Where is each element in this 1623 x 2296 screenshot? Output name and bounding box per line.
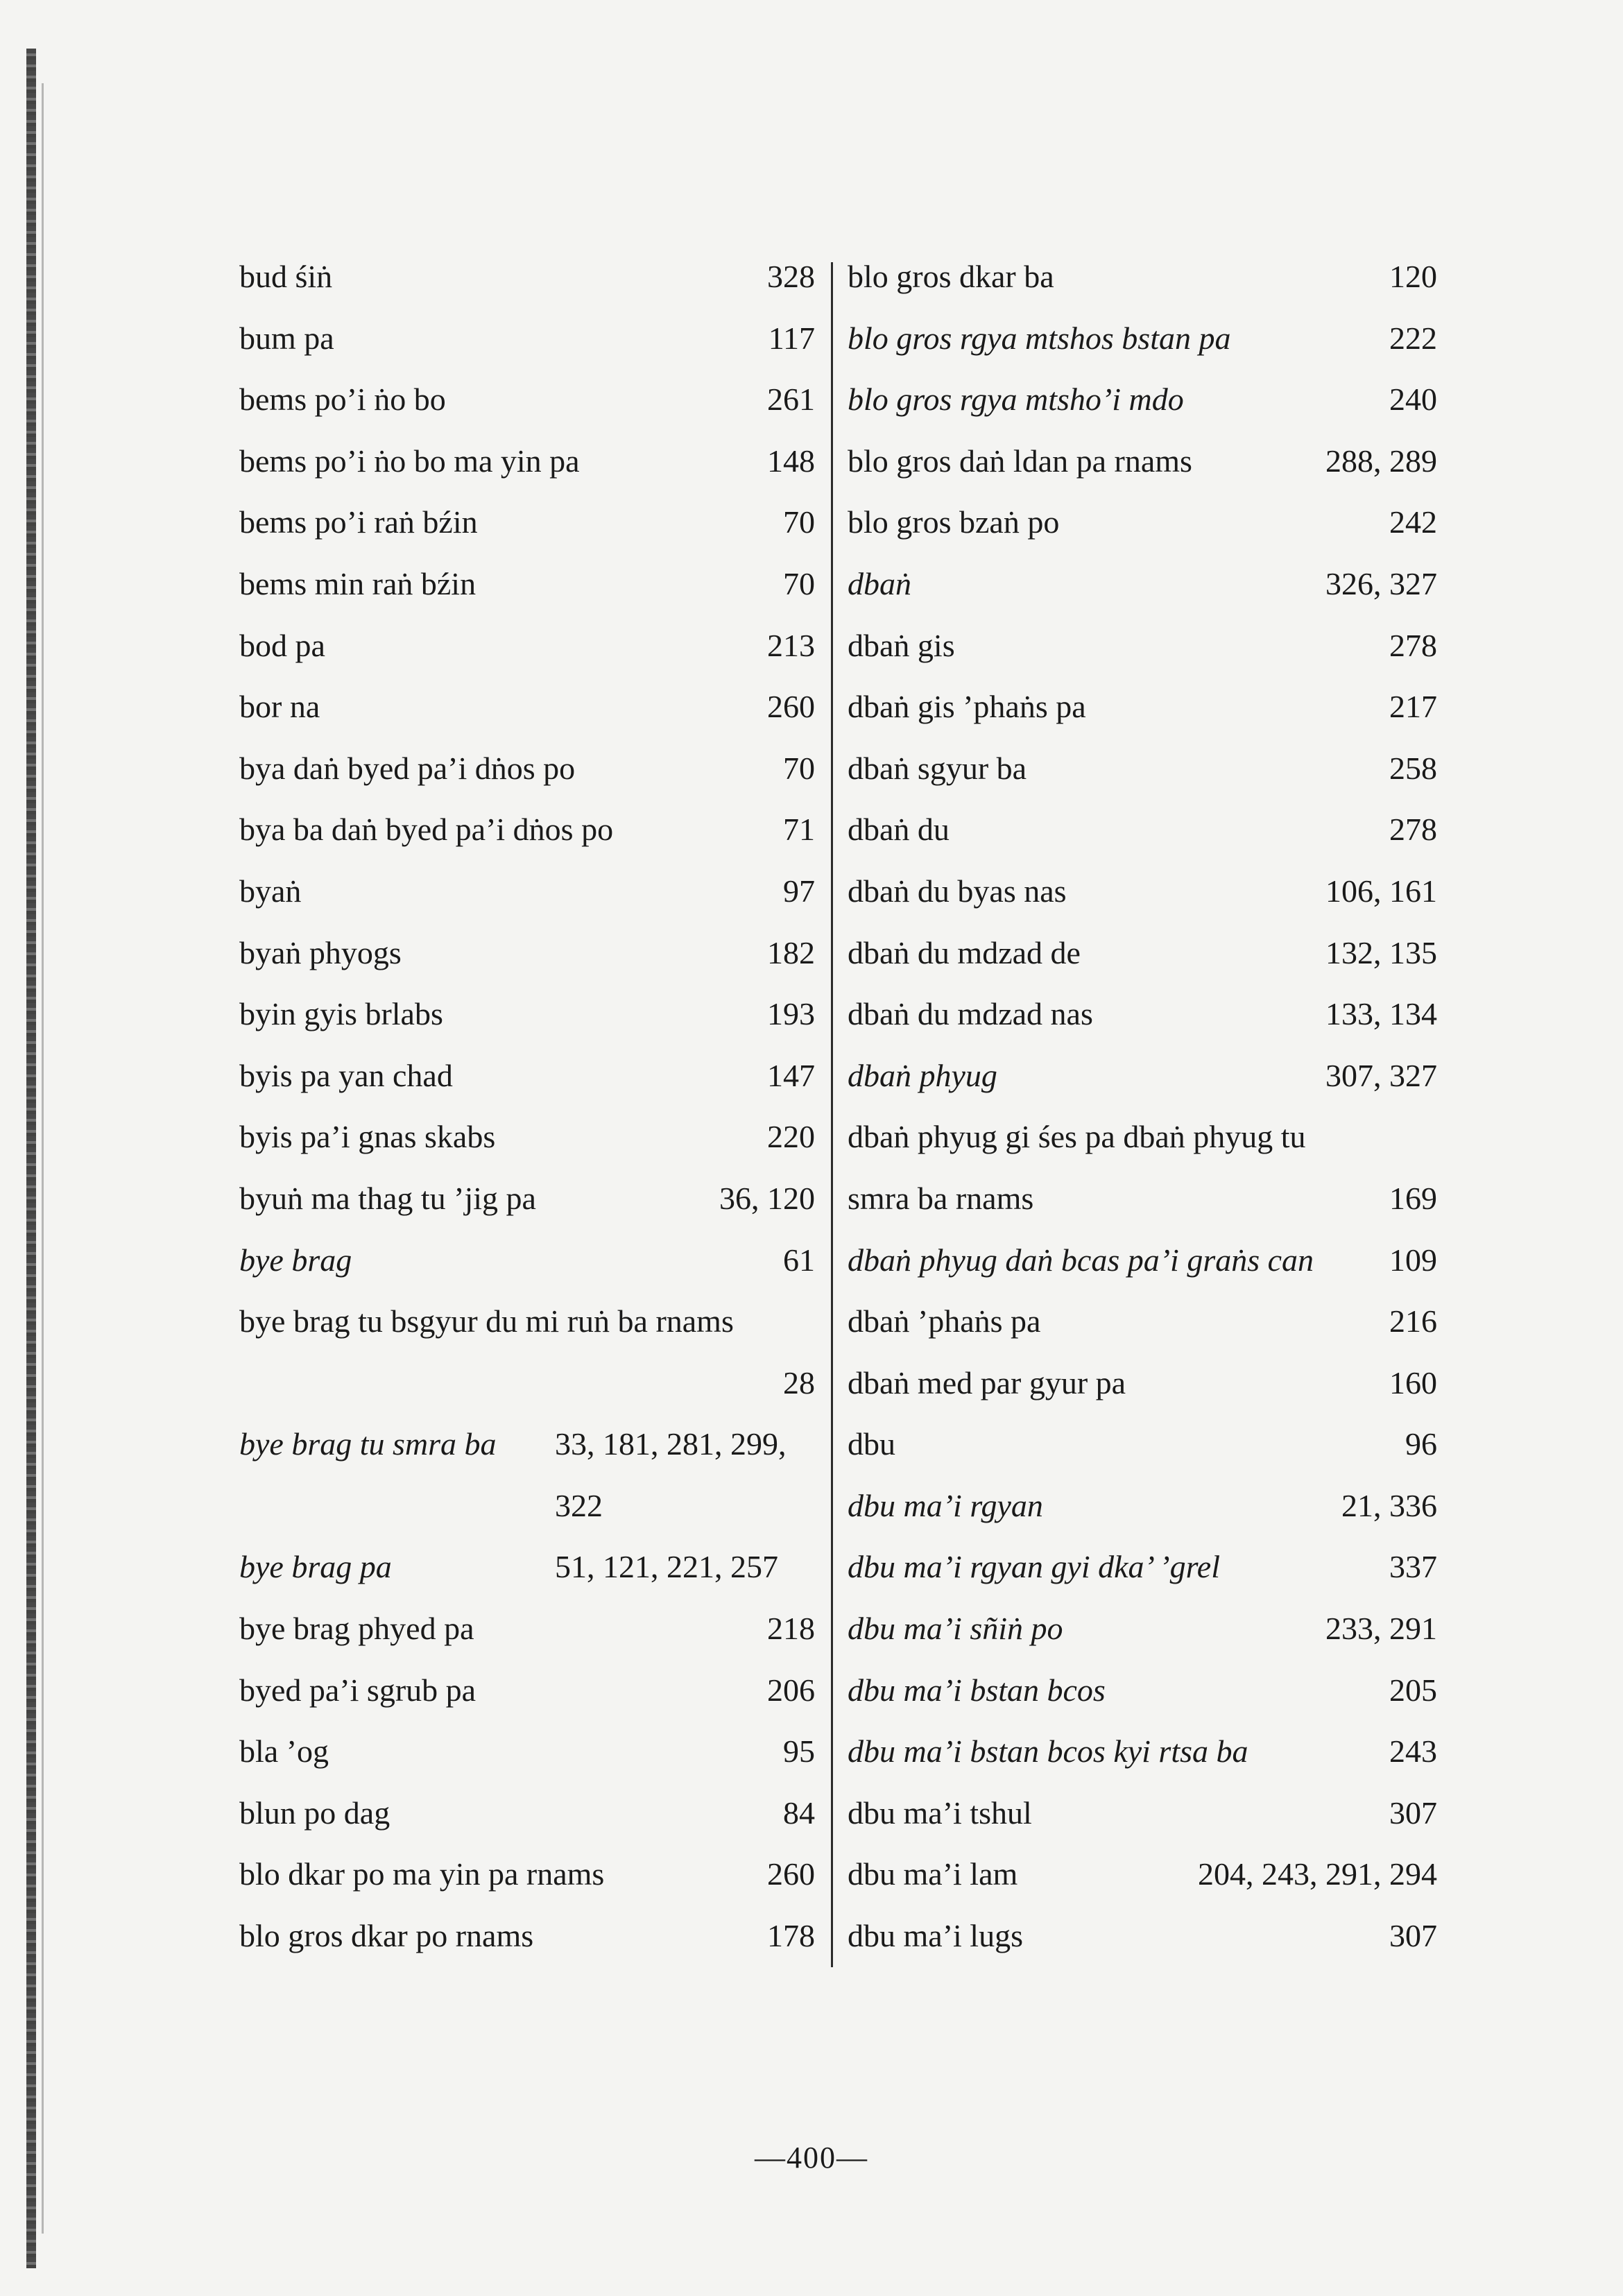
index-term: bems po’i ṅo bo — [239, 382, 446, 418]
index-term: bye brag tu bsgyur du mi ruṅ ba rnams — [239, 1303, 734, 1339]
index-term: dbaṅ du — [848, 812, 950, 848]
index-page-refs: 278 — [1389, 627, 1437, 663]
index-term: bya daṅ byed pa’i dṅos po — [239, 750, 576, 786]
index-term: dbaṅ gis ’phaṅs pa — [848, 689, 1086, 725]
index-page-refs: 21, 336 — [1341, 1487, 1437, 1523]
index-entry — [239, 246, 815, 308]
index-entry — [239, 1475, 815, 1537]
index-term: blo gros rgya mtshos bstan pa — [848, 320, 1231, 356]
index-entry — [239, 1414, 815, 1475]
index-term: dbu ma’i bstan bcos kyi rtsa ba — [848, 1733, 1248, 1770]
index-entry — [239, 984, 815, 1045]
index-entry — [848, 246, 1441, 308]
index-term: dbaṅ phyug gi śes pa dbaṅ phyug tu — [848, 1119, 1306, 1155]
index-entry — [239, 615, 815, 677]
index-entry — [848, 1598, 1441, 1660]
index-term: smra ba rnams — [848, 1180, 1034, 1216]
index-column-right — [848, 246, 1441, 1967]
index-term: byuṅ ma thag tu ’jig pa — [239, 1180, 536, 1216]
index-entry — [239, 308, 815, 370]
index-page-refs: 120 — [1389, 259, 1437, 294]
index-term: dbu ma’i lugs — [848, 1918, 1023, 1954]
index-entry — [848, 1106, 1441, 1168]
index-page-refs: 117 — [768, 320, 815, 356]
index-page-refs: 307 — [1389, 1794, 1437, 1831]
index-page-refs: 61 — [783, 1242, 815, 1278]
index-page-refs: 205 — [1389, 1672, 1437, 1708]
index-page-refs: 258 — [1389, 750, 1437, 786]
index-term: dbaṅ gis — [848, 627, 955, 663]
index-term: blo gros dkar po rnams — [239, 1918, 534, 1954]
index-page-refs: 182 — [767, 934, 815, 970]
index-page-refs: 178 — [767, 1918, 815, 1954]
index-term: dbaṅ — [848, 565, 911, 601]
index-entry — [848, 554, 1441, 615]
index-entry — [239, 1905, 815, 1967]
index-entry — [239, 492, 815, 554]
index-page-refs: 261 — [767, 382, 815, 418]
index-entry — [239, 738, 815, 800]
index-entry — [239, 554, 815, 615]
index-term: byaṅ phyogs — [239, 934, 402, 970]
index-entry — [848, 1230, 1441, 1292]
index-entry — [848, 1414, 1441, 1475]
index-term: dbaṅ ’phaṅs pa — [848, 1303, 1041, 1339]
index-entry — [848, 1353, 1441, 1414]
index-page-refs: 71 — [783, 812, 815, 848]
index-term: blo gros daṅ ldan pa rnams — [848, 443, 1192, 479]
index-page-refs: 260 — [767, 1856, 815, 1892]
index-entry — [848, 369, 1441, 431]
index-page-refs: 33, 181, 281, 299, — [555, 1426, 787, 1462]
index-entry — [239, 1660, 815, 1722]
index-entry — [848, 1783, 1441, 1844]
index-page-refs: 218 — [767, 1611, 815, 1647]
index-term: bla ’og — [239, 1733, 329, 1770]
index-page-refs: 36, 120 — [719, 1180, 815, 1216]
index-page-refs: 213 — [767, 627, 815, 663]
index-entry — [848, 1168, 1441, 1230]
index-page-refs: 106, 161 — [1325, 873, 1437, 909]
index-entry — [848, 738, 1441, 800]
index-entry — [848, 1660, 1441, 1722]
index-page-refs: 97 — [783, 873, 815, 909]
index-page-refs: 243 — [1389, 1733, 1437, 1770]
index-entry — [239, 369, 815, 431]
index-term: bya ba daṅ byed pa’i dṅos po — [239, 812, 614, 848]
index-entry — [239, 799, 815, 861]
index-entry — [239, 1598, 815, 1660]
index-term: bum pa — [239, 320, 334, 356]
index-page-refs: 307 — [1389, 1918, 1437, 1954]
index-page-refs: 233, 291 — [1325, 1611, 1437, 1647]
index-entry — [848, 923, 1441, 984]
index-page-refs: 132, 135 — [1325, 934, 1437, 970]
index-page-refs: 70 — [783, 565, 815, 601]
index-entry — [239, 1106, 815, 1168]
index-entry — [239, 923, 815, 984]
index-term: blo gros dkar ba — [848, 259, 1054, 294]
index-entry — [848, 984, 1441, 1045]
page-binding-edge — [26, 49, 36, 2268]
index-term: bye brag phyed pa — [239, 1611, 474, 1647]
index-page-refs: 193 — [767, 996, 815, 1032]
index-term: dbaṅ phyug — [848, 1057, 997, 1093]
index-page-refs: 169 — [1389, 1180, 1437, 1216]
index-page-refs: 328 — [767, 259, 815, 294]
index-entry — [239, 1844, 815, 1905]
index-entry — [848, 676, 1441, 738]
page-binding-shadow — [42, 83, 44, 2234]
index-term: byaṅ — [239, 873, 302, 909]
index-term: dbaṅ phyug daṅ bcas pa’i graṅs can — [848, 1242, 1314, 1278]
index-page-refs: 222 — [1389, 320, 1437, 356]
index-page-refs: 216 — [1389, 1303, 1437, 1339]
index-entry — [239, 1168, 815, 1230]
index-page-refs: 322 — [555, 1487, 603, 1523]
index-entry — [848, 1844, 1441, 1905]
index-entry — [848, 861, 1441, 923]
index-term: dbu ma’i rgyan gyi dka’ ’grel — [848, 1549, 1220, 1585]
index-page-refs: 84 — [783, 1794, 815, 1831]
index-page-refs: 278 — [1389, 812, 1437, 848]
index-term: dbaṅ du mdzad nas — [848, 996, 1093, 1032]
index-term: blo gros rgya mtsho’i mdo — [848, 382, 1184, 418]
index-entry — [848, 308, 1441, 370]
index-term: bod pa — [239, 627, 325, 663]
index-page-refs: 51, 121, 221, 257 — [555, 1549, 778, 1585]
index-entry — [239, 1536, 815, 1598]
index-term: dbaṅ sgyur ba — [848, 750, 1027, 786]
index-term: dbu ma’i lam — [848, 1856, 1018, 1892]
index-page-refs: 28 — [783, 1364, 815, 1400]
index-entry — [848, 431, 1441, 492]
index-term: dbu — [848, 1426, 895, 1462]
index-entry — [848, 492, 1441, 554]
index-page-refs: 326, 327 — [1325, 565, 1437, 601]
index-page-refs: 337 — [1389, 1549, 1437, 1585]
index-page-refs: 220 — [767, 1119, 815, 1155]
index-entry — [239, 1291, 815, 1353]
index-page-refs: 70 — [783, 504, 815, 540]
page-number: —400— — [755, 2141, 868, 2175]
index-entry — [239, 861, 815, 923]
index-entry — [848, 1721, 1441, 1783]
index-page-refs: 288, 289 — [1325, 443, 1437, 479]
index-entry — [848, 1291, 1441, 1353]
index-page-refs: 260 — [767, 689, 815, 725]
index-term: byin gyis brlabs — [239, 996, 443, 1032]
index-term: dbu ma’i tshul — [848, 1794, 1032, 1831]
index-entry — [239, 431, 815, 492]
index-page-refs: 96 — [1405, 1426, 1437, 1462]
index-page-refs: 147 — [767, 1057, 815, 1093]
index-term: dbu ma’i rgyan — [848, 1487, 1043, 1523]
index-entry — [239, 1783, 815, 1844]
index-page-refs: 160 — [1389, 1364, 1437, 1400]
index-entry — [239, 1045, 815, 1107]
index-term: dbaṅ du mdzad de — [848, 934, 1081, 970]
index-term: bems po’i raṅ bźin — [239, 504, 478, 540]
index-term: bems po’i ṅo bo ma yin pa — [239, 443, 580, 479]
index-entry — [848, 1536, 1441, 1598]
index-entry — [848, 1045, 1441, 1107]
index-term: byed pa’i sgrub pa — [239, 1672, 476, 1708]
index-page-refs: 70 — [783, 750, 815, 786]
index-column-left — [239, 246, 815, 1967]
index-term: bor na — [239, 689, 320, 725]
index-page-refs: 204, 243, 291, 294 — [1198, 1856, 1437, 1892]
index-page-refs: 148 — [767, 443, 815, 479]
index-entry — [239, 1721, 815, 1783]
index-page-refs: 133, 134 — [1325, 996, 1437, 1032]
index-term: blo gros bzaṅ po — [848, 504, 1060, 540]
index-entry — [848, 615, 1441, 677]
index-page-refs: 240 — [1389, 382, 1437, 418]
index-term: dbu ma’i bstan bcos — [848, 1672, 1106, 1708]
index-term: blo dkar po ma yin pa rnams — [239, 1856, 605, 1892]
index-term: bye brag pa — [239, 1549, 392, 1585]
index-page-refs: 242 — [1389, 504, 1437, 540]
index-entry — [239, 1230, 815, 1292]
index-page-refs: 206 — [767, 1672, 815, 1708]
index-page-refs: 217 — [1389, 689, 1437, 725]
index-entry — [848, 1475, 1441, 1537]
index-entry — [239, 676, 815, 738]
index-entry — [848, 799, 1441, 861]
index-entry — [848, 1905, 1441, 1967]
index-term: byis pa’i gnas skabs — [239, 1119, 496, 1155]
index-term: bye brag tu smra ba — [239, 1426, 497, 1462]
index-page-refs: 95 — [783, 1733, 815, 1770]
index-page-refs: 307, 327 — [1325, 1057, 1437, 1093]
index-term: dbaṅ med par gyur pa — [848, 1364, 1126, 1400]
index-term: blun po dag — [239, 1794, 390, 1831]
index-term: bye brag — [239, 1242, 352, 1278]
index-term: bems min raṅ bźin — [239, 565, 476, 601]
index-entry — [239, 1353, 815, 1414]
index-page-refs: 109 — [1389, 1242, 1437, 1278]
index-term: dbu ma’i sñiṅ po — [848, 1611, 1063, 1647]
index-term: bud śiṅ — [239, 259, 333, 294]
index-term: dbaṅ du byas nas — [848, 873, 1067, 909]
index-term: byis pa yan chad — [239, 1057, 453, 1093]
column-divider — [831, 262, 833, 1967]
